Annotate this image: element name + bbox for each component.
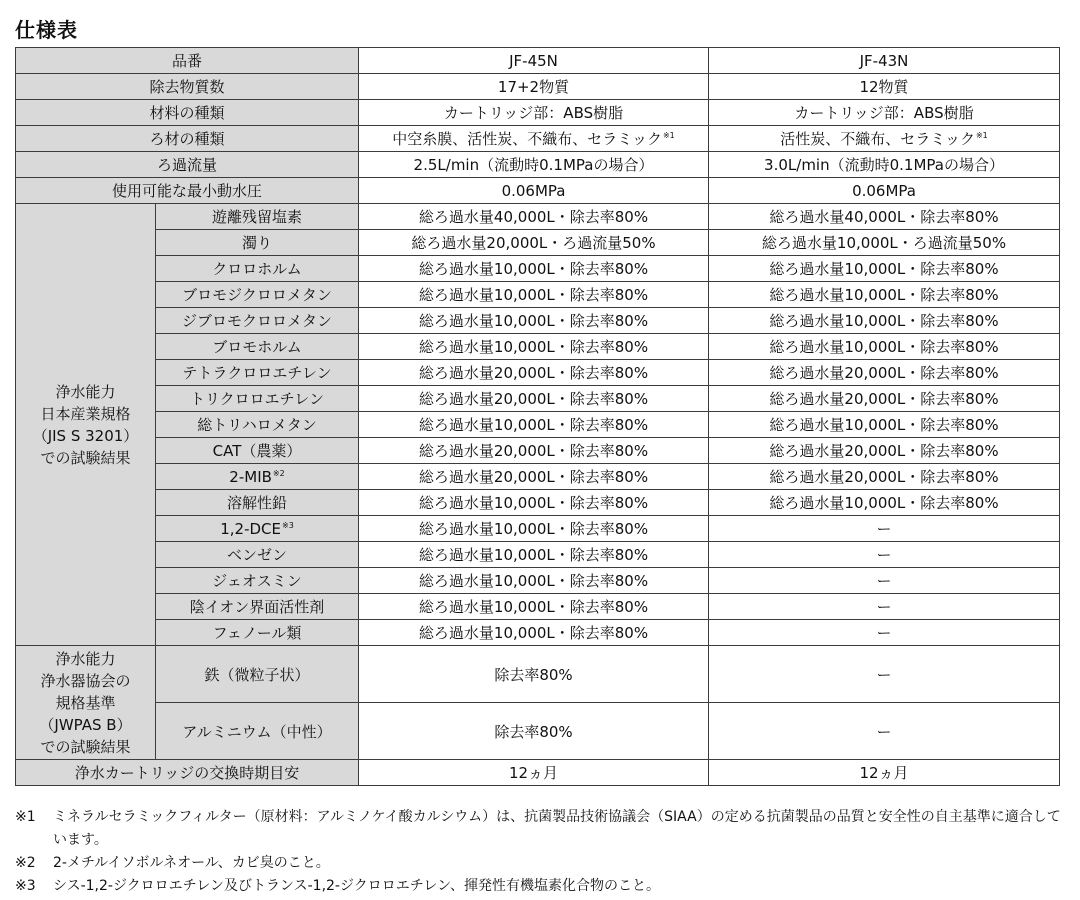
- cell-jf45n: 総ろ過水量10,000L・除去率80%: [359, 542, 709, 568]
- row-label: 除去物質数: [16, 74, 359, 100]
- cell-jf43n: 総ろ過水量20,000L・除去率80%: [709, 386, 1060, 412]
- cell-jf45n: カートリッジ部：ABS樹脂: [359, 100, 709, 126]
- cell-jf43n: ー: [709, 620, 1060, 646]
- row-label: ジェオスミン: [156, 568, 359, 594]
- row-label: 鉄（微粒子状）: [156, 646, 359, 703]
- footnote-ref: ※3: [282, 520, 294, 530]
- row-label: 使用可能な最小動水圧: [16, 178, 359, 204]
- column-header: JF-43N: [709, 48, 1060, 74]
- cell-jf43n: 総ろ過水量10,000L・除去率80%: [709, 490, 1060, 516]
- column-header: JF-45N: [359, 48, 709, 74]
- table-row: [16, 386, 1060, 412]
- cell-jf45n: 0.06MPa: [359, 178, 709, 204]
- cell-jf43n: ー: [709, 568, 1060, 594]
- cell-jf45n: 総ろ過水量10,000L・除去率80%: [359, 308, 709, 334]
- cell-jf43n: ー: [709, 516, 1060, 542]
- table-row: [16, 360, 1060, 386]
- cell-jf45n: 総ろ過水量20,000L・除去率80%: [359, 438, 709, 464]
- footnote-ref: ※1: [662, 131, 675, 140]
- footnote-mark: ※3: [15, 878, 36, 894]
- footnotes: [15, 806, 1065, 898]
- footnote-mark: ※2: [15, 855, 36, 871]
- cell-jf43n: 総ろ過水量10,000L・除去率80%: [709, 282, 1060, 308]
- group-label: 浄水能力 浄水器協会の 規格基準 （JWPAS B） での試験結果: [16, 646, 156, 760]
- cell-jf45n: 総ろ過水量20,000L・ろ過流量50%: [359, 230, 709, 256]
- cell-jf43n: ー: [709, 646, 1060, 703]
- row-label: ジブロモクロロメタン: [156, 308, 359, 334]
- cell-jf45n: 総ろ過水量10,000L・除去率80%: [359, 594, 709, 620]
- table-row: [16, 74, 1060, 100]
- row-label: ブロモジクロロメタン: [156, 282, 359, 308]
- cell-jf45n: 総ろ過水量20,000L・除去率80%: [359, 464, 709, 490]
- table-row: [16, 126, 1060, 152]
- table-row: [16, 204, 1060, 230]
- table-row: [16, 516, 1060, 542]
- cell-jf45n: 中空糸膜、活性炭、不織布、セラミック$^{※1}$: [359, 126, 709, 152]
- table-row: [16, 152, 1060, 178]
- cell-jf45n: 総ろ過水量20,000L・除去率80%: [359, 360, 709, 386]
- cell-jf45n: 2.5L/min（流動時0.1MPaの場合）: [359, 152, 709, 178]
- row-label: 濁り: [156, 230, 359, 256]
- row-label: ろ材の種類: [16, 126, 359, 152]
- footnote-mark: ※1: [15, 809, 36, 825]
- cell-jf45n: 総ろ過水量10,000L・除去率80%: [359, 256, 709, 282]
- table-row: [16, 568, 1060, 594]
- cell-jf43n: 12物質: [709, 74, 1060, 100]
- table-row: [16, 760, 1060, 786]
- row-label: クロロホルム: [156, 256, 359, 282]
- footnote-text: シス-1,2-ジクロロエチレン及びトランス-1,2-ジクロロエチレン、揮発性有機塩素化合物のこと。: [53, 878, 660, 894]
- cell-jf43n: 総ろ過水量10,000L・除去率80%: [709, 334, 1060, 360]
- cell-jf43n: 総ろ過水量40,000L・除去率80%: [709, 204, 1060, 230]
- footnote-ref: ※1: [975, 131, 988, 140]
- table-row: [16, 542, 1060, 568]
- cell-jf45n: 総ろ過水量10,000L・除去率80%: [359, 516, 709, 542]
- cell-jf45n: 除去率80%: [359, 646, 709, 703]
- row-label: 遊離残留塩素: [156, 204, 359, 230]
- footnote: [15, 852, 1065, 875]
- cell-jf43n: ー: [709, 542, 1060, 568]
- table-row: [16, 490, 1060, 516]
- cell-jf43n: 0.06MPa: [709, 178, 1060, 204]
- cell-jf45n: 17+2物質: [359, 74, 709, 100]
- cell-jf45n: 総ろ過水量10,000L・除去率80%: [359, 620, 709, 646]
- footnote-text: ミネラルセラミックフィルター（原材料：アルミノケイ酸カルシウム）は、抗菌製品技術協議会（SIAA）の定める抗菌製品の品質と安全性の自主基準に適合しています。: [53, 809, 1061, 848]
- table-row: [16, 594, 1060, 620]
- table-row: [16, 256, 1060, 282]
- table-row: [16, 178, 1060, 204]
- footnote-ref: ※2: [272, 468, 285, 478]
- cell-jf45n: 総ろ過水量10,000L・除去率80%: [359, 490, 709, 516]
- cell-jf43n: ー: [709, 703, 1060, 760]
- cell-jf45n: 総ろ過水量10,000L・除去率80%: [359, 282, 709, 308]
- table-row: [16, 230, 1060, 256]
- cell-jf43n: 総ろ過水量20,000L・除去率80%: [709, 360, 1060, 386]
- table-row: [16, 464, 1060, 490]
- page-title: 仕様表: [15, 18, 78, 42]
- row-label: 浄水カートリッジの交換時期目安: [16, 760, 359, 786]
- cell-jf43n: 総ろ過水量10,000L・除去率80%: [709, 256, 1060, 282]
- row-label: フェノール類: [156, 620, 359, 646]
- cell-jf43n: 活性炭、不織布、セラミック$^{※1}$: [709, 126, 1060, 152]
- footnote-text: 2-メチルイソボルネオール、カビ臭のこと。: [53, 855, 330, 871]
- row-label: 1,2-DCE$^{※3}$: [156, 516, 359, 542]
- cell-jf45n: 除去率80%: [359, 703, 709, 760]
- cell-jf43n: カートリッジ部：ABS樹脂: [709, 100, 1060, 126]
- row-label: CAT（農薬）: [156, 438, 359, 464]
- row-label: ろ過流量: [16, 152, 359, 178]
- row-label: ベンゼン: [156, 542, 359, 568]
- row-label: テトラクロロエチレン: [156, 360, 359, 386]
- cell-jf43n: 総ろ過水量10,000L・ろ過流量50%: [709, 230, 1060, 256]
- row-label: 総トリハロメタン: [156, 412, 359, 438]
- row-label: 材料の種類: [16, 100, 359, 126]
- table-row: [16, 100, 1060, 126]
- footnote: [15, 806, 1065, 852]
- footnote: [15, 875, 1065, 898]
- cell-jf45n: 総ろ過水量10,000L・除去率80%: [359, 412, 709, 438]
- row-label: トリクロロエチレン: [156, 386, 359, 412]
- cell-jf43n: 総ろ過水量10,000L・除去率80%: [709, 412, 1060, 438]
- table-row: [16, 646, 1060, 703]
- table-row: [16, 412, 1060, 438]
- cell-jf43n: ー: [709, 594, 1060, 620]
- cell-jf45n: 12ヵ月: [359, 760, 709, 786]
- table-row: [16, 438, 1060, 464]
- spec-table: [15, 47, 1060, 786]
- row-label: 溶解性鉛: [156, 490, 359, 516]
- cell-jf43n: 総ろ過水量10,000L・除去率80%: [709, 308, 1060, 334]
- table-row: [16, 703, 1060, 760]
- row-label: ブロモホルム: [156, 334, 359, 360]
- cell-jf45n: 総ろ過水量20,000L・除去率80%: [359, 386, 709, 412]
- group-label: 浄水能力 日本産業規格 （JIS S 3201） での試験結果: [16, 204, 156, 646]
- header-row: [16, 48, 1060, 74]
- row-label: アルミニウム（中性）: [156, 703, 359, 760]
- table-row: [16, 282, 1060, 308]
- cell-jf45n: 総ろ過水量10,000L・除去率80%: [359, 334, 709, 360]
- cell-jf45n: 総ろ過水量10,000L・除去率80%: [359, 568, 709, 594]
- cell-jf43n: 総ろ過水量20,000L・除去率80%: [709, 438, 1060, 464]
- row-label: 2-MIB$^{※2}$: [156, 464, 359, 490]
- row-label: 陰イオン界面活性剤: [156, 594, 359, 620]
- cell-jf43n: 3.0L/min（流動時0.1MPaの場合）: [709, 152, 1060, 178]
- cell-jf43n: 12ヵ月: [709, 760, 1060, 786]
- table-row: [16, 620, 1060, 646]
- cell-jf45n: 総ろ過水量40,000L・除去率80%: [359, 204, 709, 230]
- cell-jf43n: 総ろ過水量20,000L・除去率80%: [709, 464, 1060, 490]
- table-row: [16, 308, 1060, 334]
- spec-table-body: [16, 48, 1060, 786]
- table-row: [16, 334, 1060, 360]
- column-header: 品番: [16, 48, 359, 74]
